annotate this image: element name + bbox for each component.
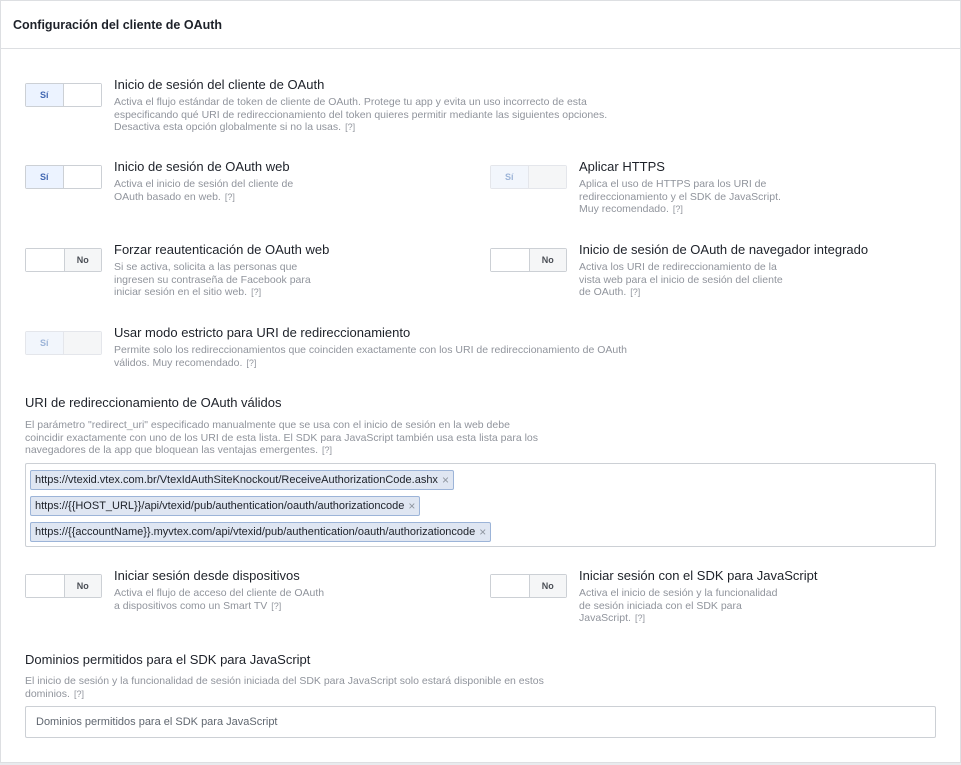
setting-title: Inicio de sesión del cliente de OAuth xyxy=(114,77,325,92)
toggle-on-label: Sí xyxy=(26,84,64,106)
setting-title: Usar modo estricto para URI de redireccionamiento xyxy=(114,325,411,340)
help-link[interactable]: [?] xyxy=(630,287,641,297)
setting-description: Activa el flujo estándar de token de cliente de OAuth. Protege tu app y evita un uso incorrecto de esta especificando qué URI de redireccionamiento del token quieres permitir mediante las siguientes opciones. Desactiva esta opción globalmente si no la usas. [?] xyxy=(114,96,608,133)
setting-description: Activa el inicio de sesión del cliente de OAuth basado en web. [?] xyxy=(114,178,294,203)
help-link[interactable]: [?] xyxy=(345,122,356,132)
toggle-off-label: No xyxy=(529,575,567,597)
redirect-uris-tag-input[interactable] xyxy=(25,463,936,547)
setting-title: Iniciar sesión con el SDK para JavaScript xyxy=(579,568,818,583)
setting-description: Activa los URI de redireccionamiento de la vista web para el inicio de sesión del cliente de OAuth. [?] xyxy=(579,261,783,298)
client-oauth-login-toggle[interactable] xyxy=(25,83,102,107)
embedded-browser-login-toggle[interactable] xyxy=(490,248,567,272)
setting-description: Activa el flujo de acceso del cliente de OAuth a dispositivos como un Smart TV [?] xyxy=(114,587,325,612)
force-reauth-toggle[interactable] xyxy=(25,248,102,272)
help-link[interactable]: [?] xyxy=(73,688,84,699)
redirect-uris-title: URI de redireccionamiento de OAuth válidos xyxy=(25,395,282,410)
js-sdk-login-toggle[interactable] xyxy=(490,574,567,598)
setting-description: Aplica el uso de HTTPS para los URI de redireccionamiento y el SDK de JavaScript. Muy recomendado. [?] xyxy=(579,178,781,215)
toggle-off-label: No xyxy=(64,249,102,271)
setting-description: Permite solo los redireccionamientos que coinciden exactamente con los URI de redireccionamiento de OAuth válidos. Muy recomendado. [?] xyxy=(114,344,628,369)
toggle-off-label: No xyxy=(64,575,102,597)
help-link[interactable]: [?] xyxy=(672,204,683,214)
help-link[interactable]: [?] xyxy=(634,613,645,623)
toggle-on-label: Sí xyxy=(26,332,64,354)
js-domains-description: El inicio de sesión y la funcionalidad de sesión iniciada del SDK para JavaScript solo estará disponible en estos dominios. [?] xyxy=(25,675,544,700)
setting-title: Iniciar sesión desde dispositivos xyxy=(114,568,300,583)
setting-description: Activa el inicio de sesión y la funcionalidad de sesión iniciada con el SDK para JavaScript. [?] xyxy=(579,587,778,624)
panel-header xyxy=(1,1,960,49)
device-login-toggle[interactable] xyxy=(25,574,102,598)
toggle-on-label: Sí xyxy=(491,166,529,188)
toggle-on-label: Sí xyxy=(26,166,64,188)
panel-title: Configuración del cliente de OAuth xyxy=(13,17,223,32)
redirect-uri-tag: https://{{HOST_URL}}/api/vtexid/pub/authentication/oauth/authorizationcode × xyxy=(30,496,420,516)
remove-tag-icon[interactable]: × xyxy=(441,473,449,487)
help-link[interactable]: [?] xyxy=(251,287,262,297)
remove-tag-icon[interactable]: × xyxy=(479,525,487,539)
help-link[interactable]: [?] xyxy=(246,357,257,368)
remove-tag-icon[interactable]: × xyxy=(408,499,416,513)
enforce-https-toggle[interactable] xyxy=(490,165,567,189)
help-link[interactable]: [?] xyxy=(322,445,333,455)
redirect-uri-tag: https://vtexid.vtex.com.br/VtexIdAuthSiteKnockout/ReceiveAuthorizationCode.ashx × xyxy=(30,470,454,490)
setting-title: Inicio de sesión de OAuth de navegador integrado xyxy=(579,242,869,257)
redirect-uris-description: El parámetro "redirect_uri" especificado manualmente que se usa con el inicio de sesión en la web debe coincidir exactamente con uno de los URI de esta lista. El SDK para JavaScript también usa esta lista para los navegadores de la app que bloquean las ventajas emergentes. [?] xyxy=(25,419,539,456)
redirect-uri-tag: https://{{accountName}}.myvtex.com/api/vtexid/pub/authentication/oauth/authorizationcode × xyxy=(30,522,491,542)
setting-title: Forzar reautenticación de OAuth web xyxy=(114,242,330,257)
setting-description: Si se activa, solicita a las personas que ingresen su contraseña de Facebook para iniciar sesión en el sitio web. [?] xyxy=(114,261,311,298)
help-link[interactable]: [?] xyxy=(224,191,235,202)
web-oauth-login-toggle[interactable] xyxy=(25,165,102,189)
setting-title: Aplicar HTTPS xyxy=(579,159,665,174)
strict-mode-toggle[interactable] xyxy=(25,331,102,355)
setting-title: Inicio de sesión de OAuth web xyxy=(114,159,290,174)
js-domains-input[interactable] xyxy=(25,706,936,738)
toggle-off-label: No xyxy=(529,249,567,271)
js-domains-title: Dominios permitidos para el SDK para JavaScript xyxy=(25,652,311,667)
help-link[interactable]: [?] xyxy=(271,600,282,611)
